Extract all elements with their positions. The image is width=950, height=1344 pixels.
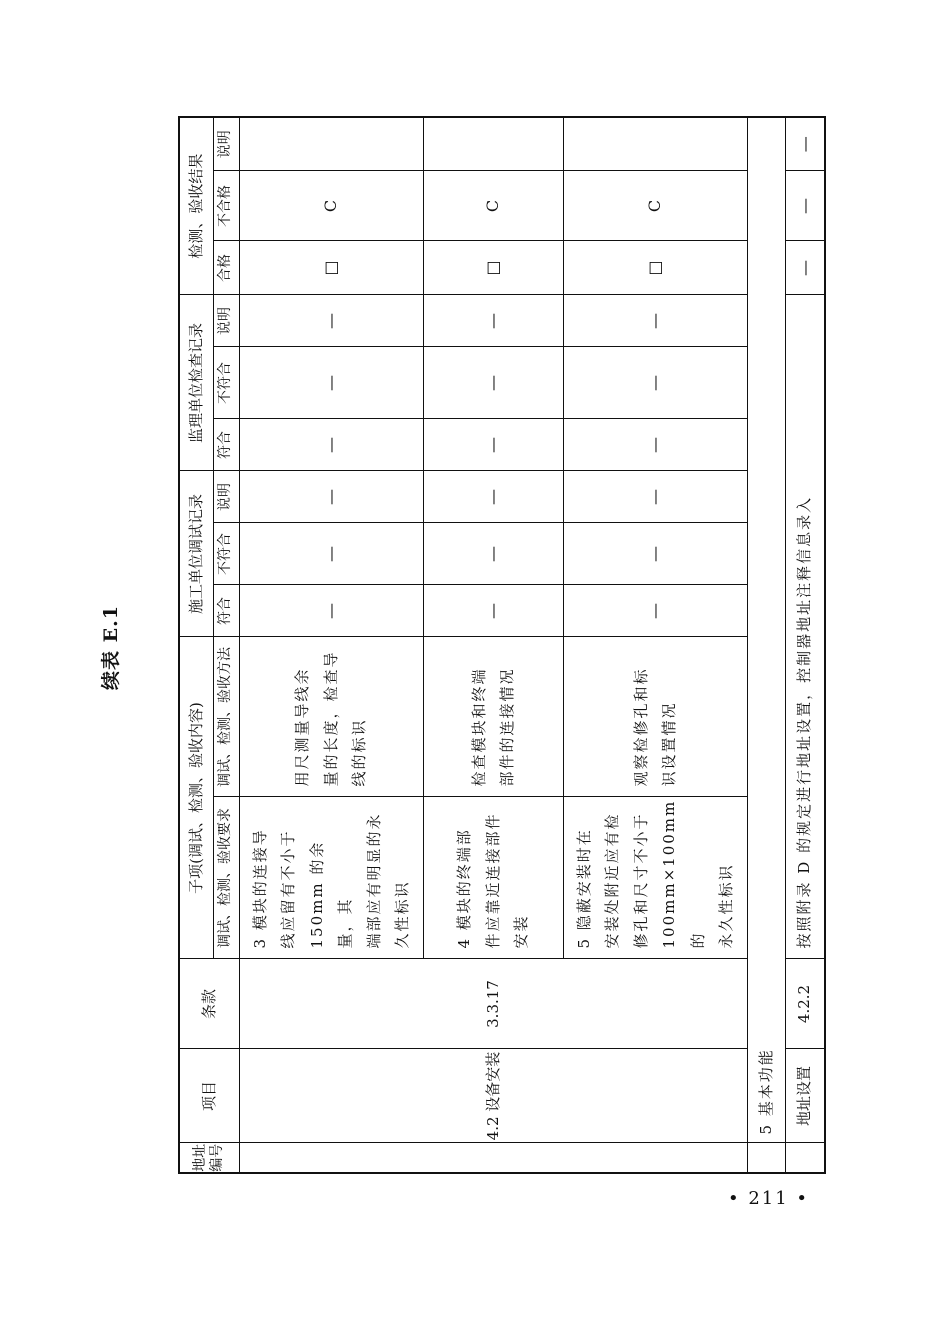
note-cell — [563, 117, 747, 171]
fail-mark: C — [563, 171, 747, 241]
fail-mark: C — [423, 171, 563, 241]
requirement-cell — [239, 797, 423, 959]
dash-cell: — — [423, 295, 563, 347]
method-line: 检查模块和终端 — [469, 667, 488, 787]
dash-cell: — — [563, 471, 747, 523]
dash-cell: — — [423, 419, 563, 471]
header-conform-2: 符合 — [213, 419, 239, 471]
dash-cell: — — [785, 117, 825, 171]
req-line: 件应靠近连接部件 — [483, 812, 502, 949]
req-line: 100mm×100mm 的 — [660, 799, 707, 949]
header-req: 调试、检测、验收要求 — [213, 797, 239, 959]
method-cell — [239, 637, 423, 797]
dash-cell: — — [239, 585, 423, 637]
section-basic-function: 5 基本功能 — [747, 117, 785, 1143]
dash-cell: — — [563, 585, 747, 637]
header-fail: 不合格 — [213, 171, 239, 241]
dash-cell: — — [785, 171, 825, 241]
pass-checkbox[interactable]: □ — [563, 241, 747, 295]
project-cell: 地址设置 — [785, 1049, 825, 1143]
dash-cell: — — [423, 471, 563, 523]
clause-cell: 3.3.17 — [239, 959, 747, 1049]
note-cell — [423, 117, 563, 171]
header-note-1: 说明 — [213, 471, 239, 523]
header-constructor: 施工单位调试记录 — [179, 471, 213, 637]
header-note-2: 说明 — [213, 295, 239, 347]
dash-cell: — — [785, 241, 825, 295]
header-project: 项目 — [179, 1049, 239, 1143]
req-line: 安装处附近应有检 — [603, 812, 621, 949]
dash-cell: — — [563, 419, 747, 471]
dash-cell: — — [423, 347, 563, 419]
method-line: 识设置情况 — [660, 701, 678, 787]
header-nonconform-2: 不符合 — [213, 347, 239, 419]
dash-cell: — — [563, 295, 747, 347]
header-address-no: 地址编号 — [179, 1143, 239, 1173]
dash-cell: — — [239, 471, 423, 523]
header-note-3: 说明 — [213, 117, 239, 171]
header-conform-1: 符合 — [213, 585, 239, 637]
section-row — [747, 117, 785, 1173]
req-line: 3 模块的连接导 — [250, 828, 269, 949]
req-line: 端部应有明显的永 — [364, 812, 383, 949]
dash-cell: — — [239, 295, 423, 347]
method-cell — [563, 637, 747, 797]
header-inspection: 检测、验收结果 — [179, 117, 213, 295]
header-method: 调试、检测、验收方法 — [213, 637, 239, 797]
header-clause: 条款 — [179, 959, 239, 1049]
header-pass: 合格 — [213, 241, 239, 295]
requirement-cell — [563, 797, 747, 959]
header-supervisor: 监理单位检查记录 — [179, 295, 213, 471]
address-no-cell — [785, 1143, 825, 1173]
req-line: 线应留有不小于 — [279, 829, 297, 949]
pass-checkbox[interactable]: □ — [239, 241, 423, 295]
req-line: 永久性标识 — [717, 863, 735, 949]
requirement-cell — [423, 797, 563, 959]
method-line: 量的长度，检查导 — [321, 650, 340, 787]
dash-cell: — — [239, 347, 423, 419]
rotated-table-container — [178, 130, 814, 1174]
clause-cell: 4.2.2 — [785, 959, 825, 1049]
req-line: 修孔和尺寸不小于 — [631, 812, 650, 949]
method-line: 线的标识 — [350, 718, 369, 787]
address-no-cell — [747, 1143, 785, 1173]
method-cell — [423, 637, 563, 797]
address-no-cell — [239, 1143, 747, 1173]
page-title: 续表 E.1 — [100, 605, 122, 690]
dash-cell: — — [423, 585, 563, 637]
req-line: 4 模块的终端部 — [455, 828, 474, 949]
pass-checkbox[interactable]: □ — [423, 241, 563, 295]
page-number: • 211 • — [728, 1188, 810, 1209]
table-row — [239, 117, 423, 1173]
method-line: 部件的连接情况 — [498, 667, 516, 787]
req-line: 安装 — [512, 914, 531, 949]
header-subitem: 子项(调试、检测、验收内容) — [179, 637, 213, 959]
req-line: 150mm 的余量，其 — [307, 840, 354, 949]
table-row — [785, 117, 825, 1173]
dash-cell: — — [239, 419, 423, 471]
dash-cell: — — [563, 523, 747, 585]
dash-cell: — — [239, 523, 423, 585]
address-note-cell: 按照附录 D 的规定进行地址设置，控制器地址注释信息录入 — [785, 295, 825, 959]
note-cell — [239, 117, 423, 171]
dash-cell: — — [563, 347, 747, 419]
req-line: 久性标识 — [393, 880, 411, 949]
header-nonconform-1: 不符合 — [213, 523, 239, 585]
method-line: 用尺测量导线余 — [293, 667, 312, 787]
fail-mark: C — [239, 171, 423, 241]
req-line: 5 隐蔽安装时在 — [574, 828, 593, 949]
dash-cell: — — [423, 523, 563, 585]
inspection-table — [178, 116, 826, 1174]
project-cell: 4.2 设备安装 — [239, 1049, 747, 1143]
method-line: 观察检修孔和标 — [631, 667, 650, 787]
